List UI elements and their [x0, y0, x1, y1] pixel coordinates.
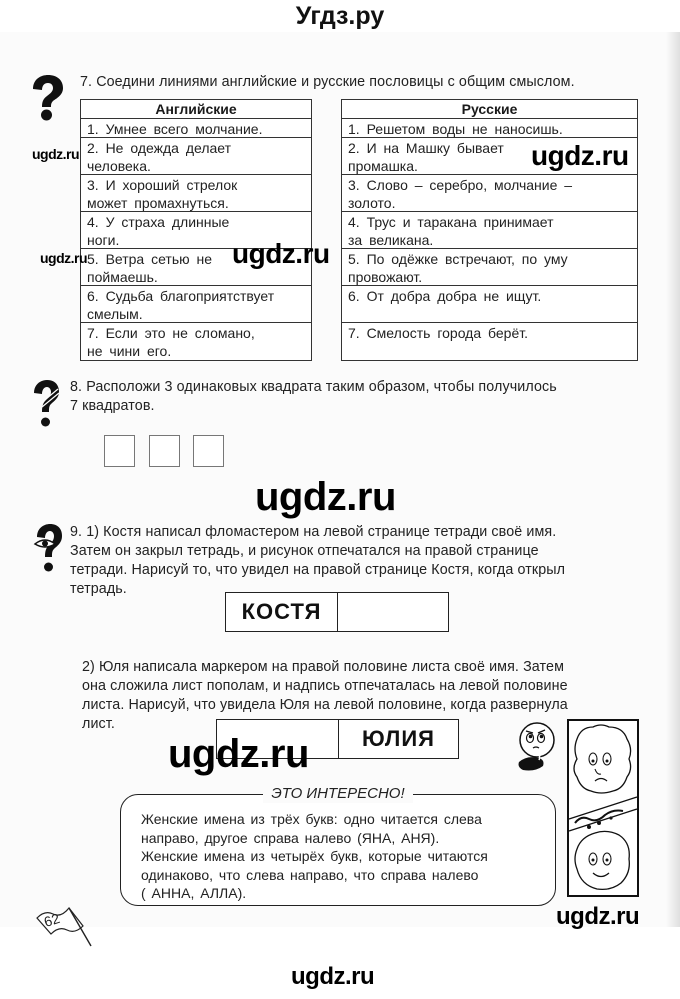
- task9-part1-prompt: 9. 1) Костя написал фломастером на левой странице тетради своё имя. Затем он закрыл тетрадь, и рисунок отпечатался на правой странице тетради. Нарисуй то, что увидел на правой странице Костя, когда открыл тетрадь.: [70, 524, 566, 597]
- english-row-4: 4. У страха длинные ноги.: [81, 212, 311, 249]
- interesting-fact-box: [120, 785, 556, 906]
- site-header: Угдз.ру: [295, 2, 385, 30]
- question-mark-icon: [30, 75, 64, 121]
- russian-header: Русские: [342, 100, 637, 119]
- task9-part2-prompt: 2) Юля написала маркером на правой половине листа своё имя. Затем она сложила лист пополам, и надпись отпечаталась на левой половине листа. Нарисуй, что увидела Юля на левой половине, когда развернула лист.: [82, 659, 568, 732]
- kostya-name-box: [225, 592, 449, 632]
- english-proverbs-table: [80, 99, 312, 361]
- english-row-3: 3. И хороший стрелок может промахнуться.: [81, 175, 311, 212]
- watermark: ugdz.ru: [255, 475, 396, 519]
- square-3: [193, 435, 224, 467]
- thinking-face-icon: [515, 722, 557, 774]
- english-row-6: 6. Судьба благоприятствует смелым.: [81, 286, 311, 323]
- kostya-left-cell: КОСТЯ: [226, 593, 338, 631]
- two-faces-picture-icon: [567, 719, 639, 897]
- question-mark-pencil-icon: [32, 379, 60, 429]
- russian-row-3: 3. Слово – серебро, молчание – золото.: [342, 175, 637, 212]
- english-row-2: 2. Не одежда делает человека.: [81, 138, 311, 175]
- square-1: [104, 435, 135, 467]
- watermark: ugdz.ru: [531, 140, 629, 171]
- watermark: ugdz.ru: [40, 250, 88, 266]
- russian-row-6: 6. От добра добра не ищут.: [342, 286, 637, 323]
- watermark: ugdz.ru: [168, 732, 309, 776]
- russian-proverbs-table: [341, 99, 638, 361]
- square-2: [149, 435, 180, 467]
- watermark: ugdz.ru: [32, 146, 80, 162]
- watermark: ugdz.ru: [232, 238, 330, 269]
- english-header: Английские: [81, 100, 311, 119]
- question-mark-eye-icon: [33, 524, 63, 574]
- english-row-5: 5. Ветра сетью не поймаешь.: [81, 249, 311, 286]
- footer-watermark: ugdz.ru: [291, 963, 375, 990]
- yulia-right-cell: ЮЛИЯ: [362, 726, 435, 751]
- russian-row-7: 7. Смелость города берёт.: [348, 325, 528, 341]
- page-edge-shadow: [666, 32, 680, 927]
- interesting-body: Женские имена из трёх букв: одно читается слева направо, другое справа налево (ЯНА, АНЯ). Женские имена из четырёх букв, которые читаются одинаково, что слева направо, что справа налево ( АННА, АЛЛА).: [141, 811, 488, 901]
- english-row-1: 1. Умнее всего молчание.: [81, 119, 311, 138]
- interesting-title: ЭТО ИНТЕРЕСНО!: [263, 785, 412, 803]
- watermark: ugdz.ru: [556, 903, 640, 930]
- flag-icon: [35, 904, 93, 950]
- english-row-7: 7. Если это не сломано, не чини его.: [87, 325, 255, 359]
- russian-row-2: 2. И на Машку бывает промашка.: [342, 138, 637, 175]
- russian-row-1: 1. Решетом воды не наносишь.: [342, 119, 637, 138]
- task7-prompt: 7. Соедини линиями английские и русские пословицы с общим смыслом.: [80, 74, 575, 90]
- page-number: 62: [41, 909, 62, 931]
- russian-row-4: 4. Трус и таракана принимает за великана.: [342, 212, 637, 249]
- russian-row-5: 5. По одёжке встречают, по уму провожают.: [342, 249, 637, 286]
- task8-prompt: 8. Расположи 3 одинаковых квадрата таким образом, чтобы получилось 7 квадратов.: [70, 379, 557, 414]
- kostya-drawing-area[interactable]: [338, 593, 448, 631]
